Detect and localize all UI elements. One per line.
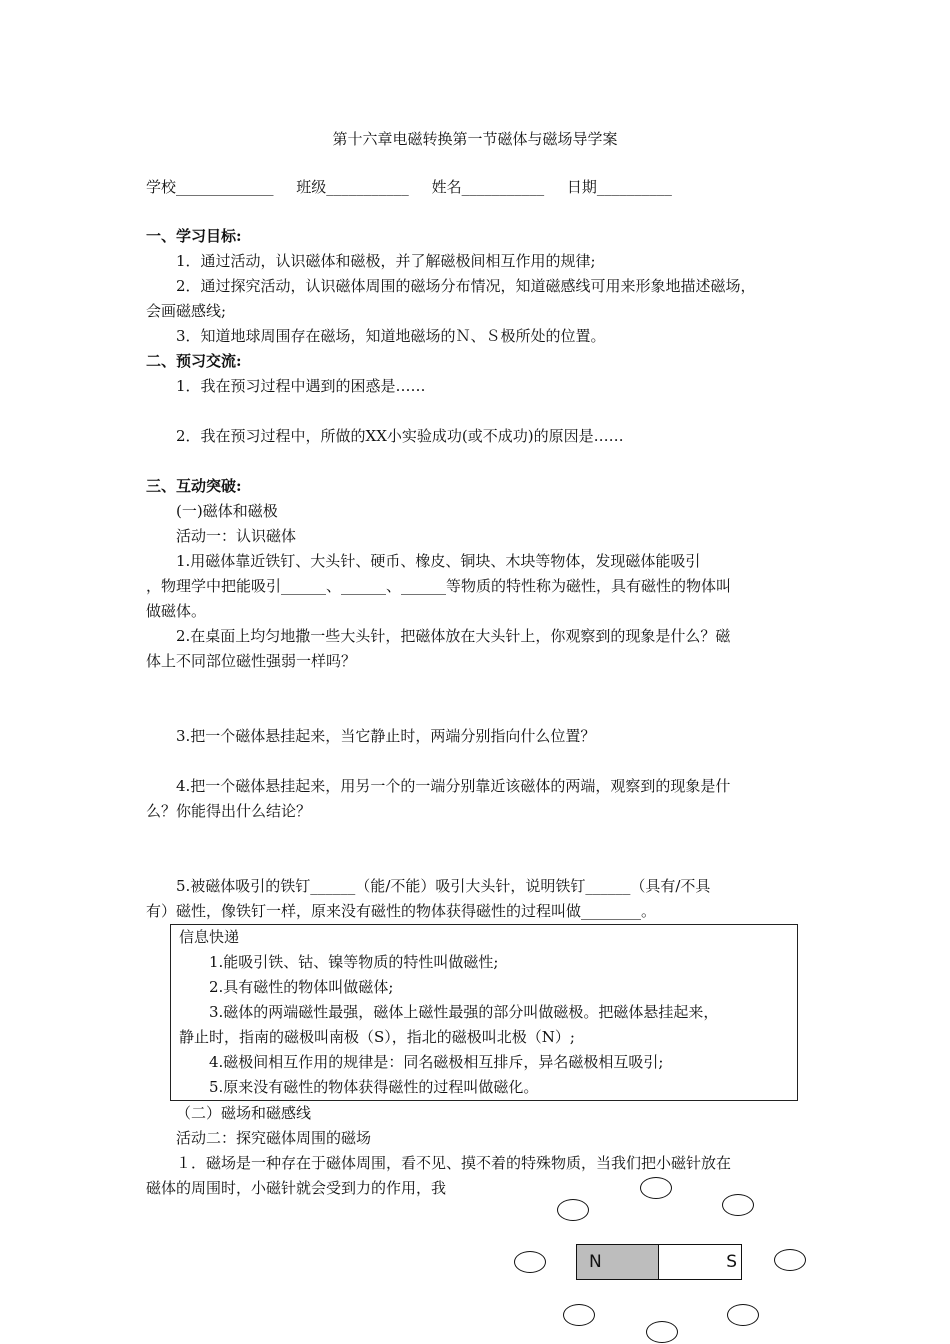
info-item: 1.能吸引铁、钴、镍等物质的特性叫做磁性; [209, 953, 499, 971]
answer-space[interactable] [146, 824, 818, 874]
question-1-line: 做磁体。 [146, 602, 207, 620]
magnet-compass-diagram [505, 1170, 815, 1344]
activity-title: 活动二：探究磁体周围的磁场 [176, 1129, 372, 1147]
info-item-continued: 静止时，指南的磁极叫南极（S），指北的磁极叫北极（N）; [179, 1028, 575, 1046]
question-2-line: 2.在桌面上均匀地撒一些大头针，把磁体放在大头针上，你观察到的现象是什么？磁 [176, 627, 731, 645]
section-heading-goals: 一、学习目标: [146, 227, 242, 245]
compass-circle[interactable] [563, 1304, 595, 1326]
school-field[interactable]: 学校_____________ [146, 178, 274, 196]
class-field[interactable]: 班级___________ [296, 178, 409, 196]
info-item: 3.磁体的两端磁性最强，磁体上磁性最强的部分叫做磁极。把磁体悬挂起来， [209, 1003, 719, 1021]
worksheet-body [146, 224, 818, 1201]
goal-item-continued: 会画磁感线; [146, 302, 227, 320]
student-info-fields [146, 176, 672, 197]
goal-item: 2．通过探究活动，认识磁体周围的磁场分布情况，知道磁感线可用来形象地描述磁场， [176, 277, 756, 295]
info-item: 5.原来没有磁性的物体获得磁性的过程叫做磁化。 [209, 1078, 539, 1096]
question-5-line: 有）磁性，像铁钉一样，原来没有磁性的物体获得磁性的过程叫做________。 [146, 902, 657, 920]
question-2-line: 体上不同部位磁性强弱一样吗？ [146, 652, 357, 670]
name-field[interactable]: 姓名___________ [431, 178, 545, 196]
compass-circle[interactable] [557, 1199, 589, 1221]
activity-title: 活动一：认识磁体 [176, 527, 297, 545]
compass-circle[interactable] [640, 1177, 672, 1199]
preview-item: 1．我在预习过程中遇到的困惑是…… [176, 377, 426, 395]
question-1-line: 1.用磁体靠近铁钉、大头针、硬币、橡皮、铜块、木块等物体，发现磁体能吸引 [176, 552, 701, 570]
goal-item: 1．通过活动，认识磁体和磁极，并了解磁极间相互作用的规律; [176, 252, 596, 270]
south-pole: S [726, 1252, 737, 1272]
question-1-line: ，物理学中把能吸引______、______、______等物质的特性称为磁性，具有磁性的物体叫 [146, 577, 732, 595]
section-heading-interaction: 三、互动突破: [146, 477, 242, 495]
subsection-title: (一)磁体和磁极 [176, 502, 278, 520]
question-6-line: １．磁场是一种存在于磁体周围，看不见、摸不着的特殊物质，当我们把小磁针放在 [176, 1154, 732, 1172]
page-title: 第十六章电磁转换第一节磁体与磁场导学案 [332, 130, 618, 148]
answer-space[interactable] [146, 674, 818, 724]
answer-space[interactable] [146, 399, 818, 424]
question-4-line: 么？你能得出什么结论？ [146, 802, 312, 820]
compass-circle[interactable] [514, 1251, 546, 1273]
question-3: 3.把一个磁体悬挂起来，当它静止时，两端分别指向什么位置？ [176, 727, 596, 745]
bar-magnet [576, 1244, 742, 1280]
section-heading-preview: 二、预习交流: [146, 352, 242, 370]
question-5-line: 5.被磁体吸引的铁钉______（能/不能）吸引大头针，说明铁钉______（具有/不具 [176, 877, 711, 895]
date-field[interactable]: 日期__________ [566, 178, 672, 196]
compass-circle[interactable] [722, 1194, 754, 1216]
north-pole: N [577, 1245, 659, 1279]
question-4-line: 4.把一个磁体悬挂起来，用另一个的一端分别靠近该磁体的两端，观察到的现象是什 [176, 777, 731, 795]
compass-circle[interactable] [774, 1249, 806, 1271]
info-box [170, 924, 798, 1101]
goal-item: 3．知道地球周围存在磁场，知道地磁场的Ｎ、Ｓ极所处的位置。 [176, 327, 606, 345]
answer-space[interactable] [146, 749, 818, 774]
info-item: 2.具有磁性的物体叫做磁体; [209, 978, 394, 996]
info-item: 4.磁极间相互作用的规律是：同名磁极相互排斥，异名磁极相互吸引; [209, 1053, 664, 1071]
subsection-title: （二）磁场和磁感线 [176, 1104, 312, 1122]
compass-circle[interactable] [646, 1321, 678, 1343]
question-6-line: 磁体的周围时，小磁针就会受到力的作用，我 [146, 1179, 447, 1197]
info-box-title: 信息快递 [179, 928, 240, 946]
preview-item: 2．我在预习过程中，所做的XX小实验成功(或不成功)的原因是…… [176, 427, 624, 445]
compass-circle[interactable] [727, 1304, 759, 1326]
answer-space[interactable] [146, 449, 818, 474]
